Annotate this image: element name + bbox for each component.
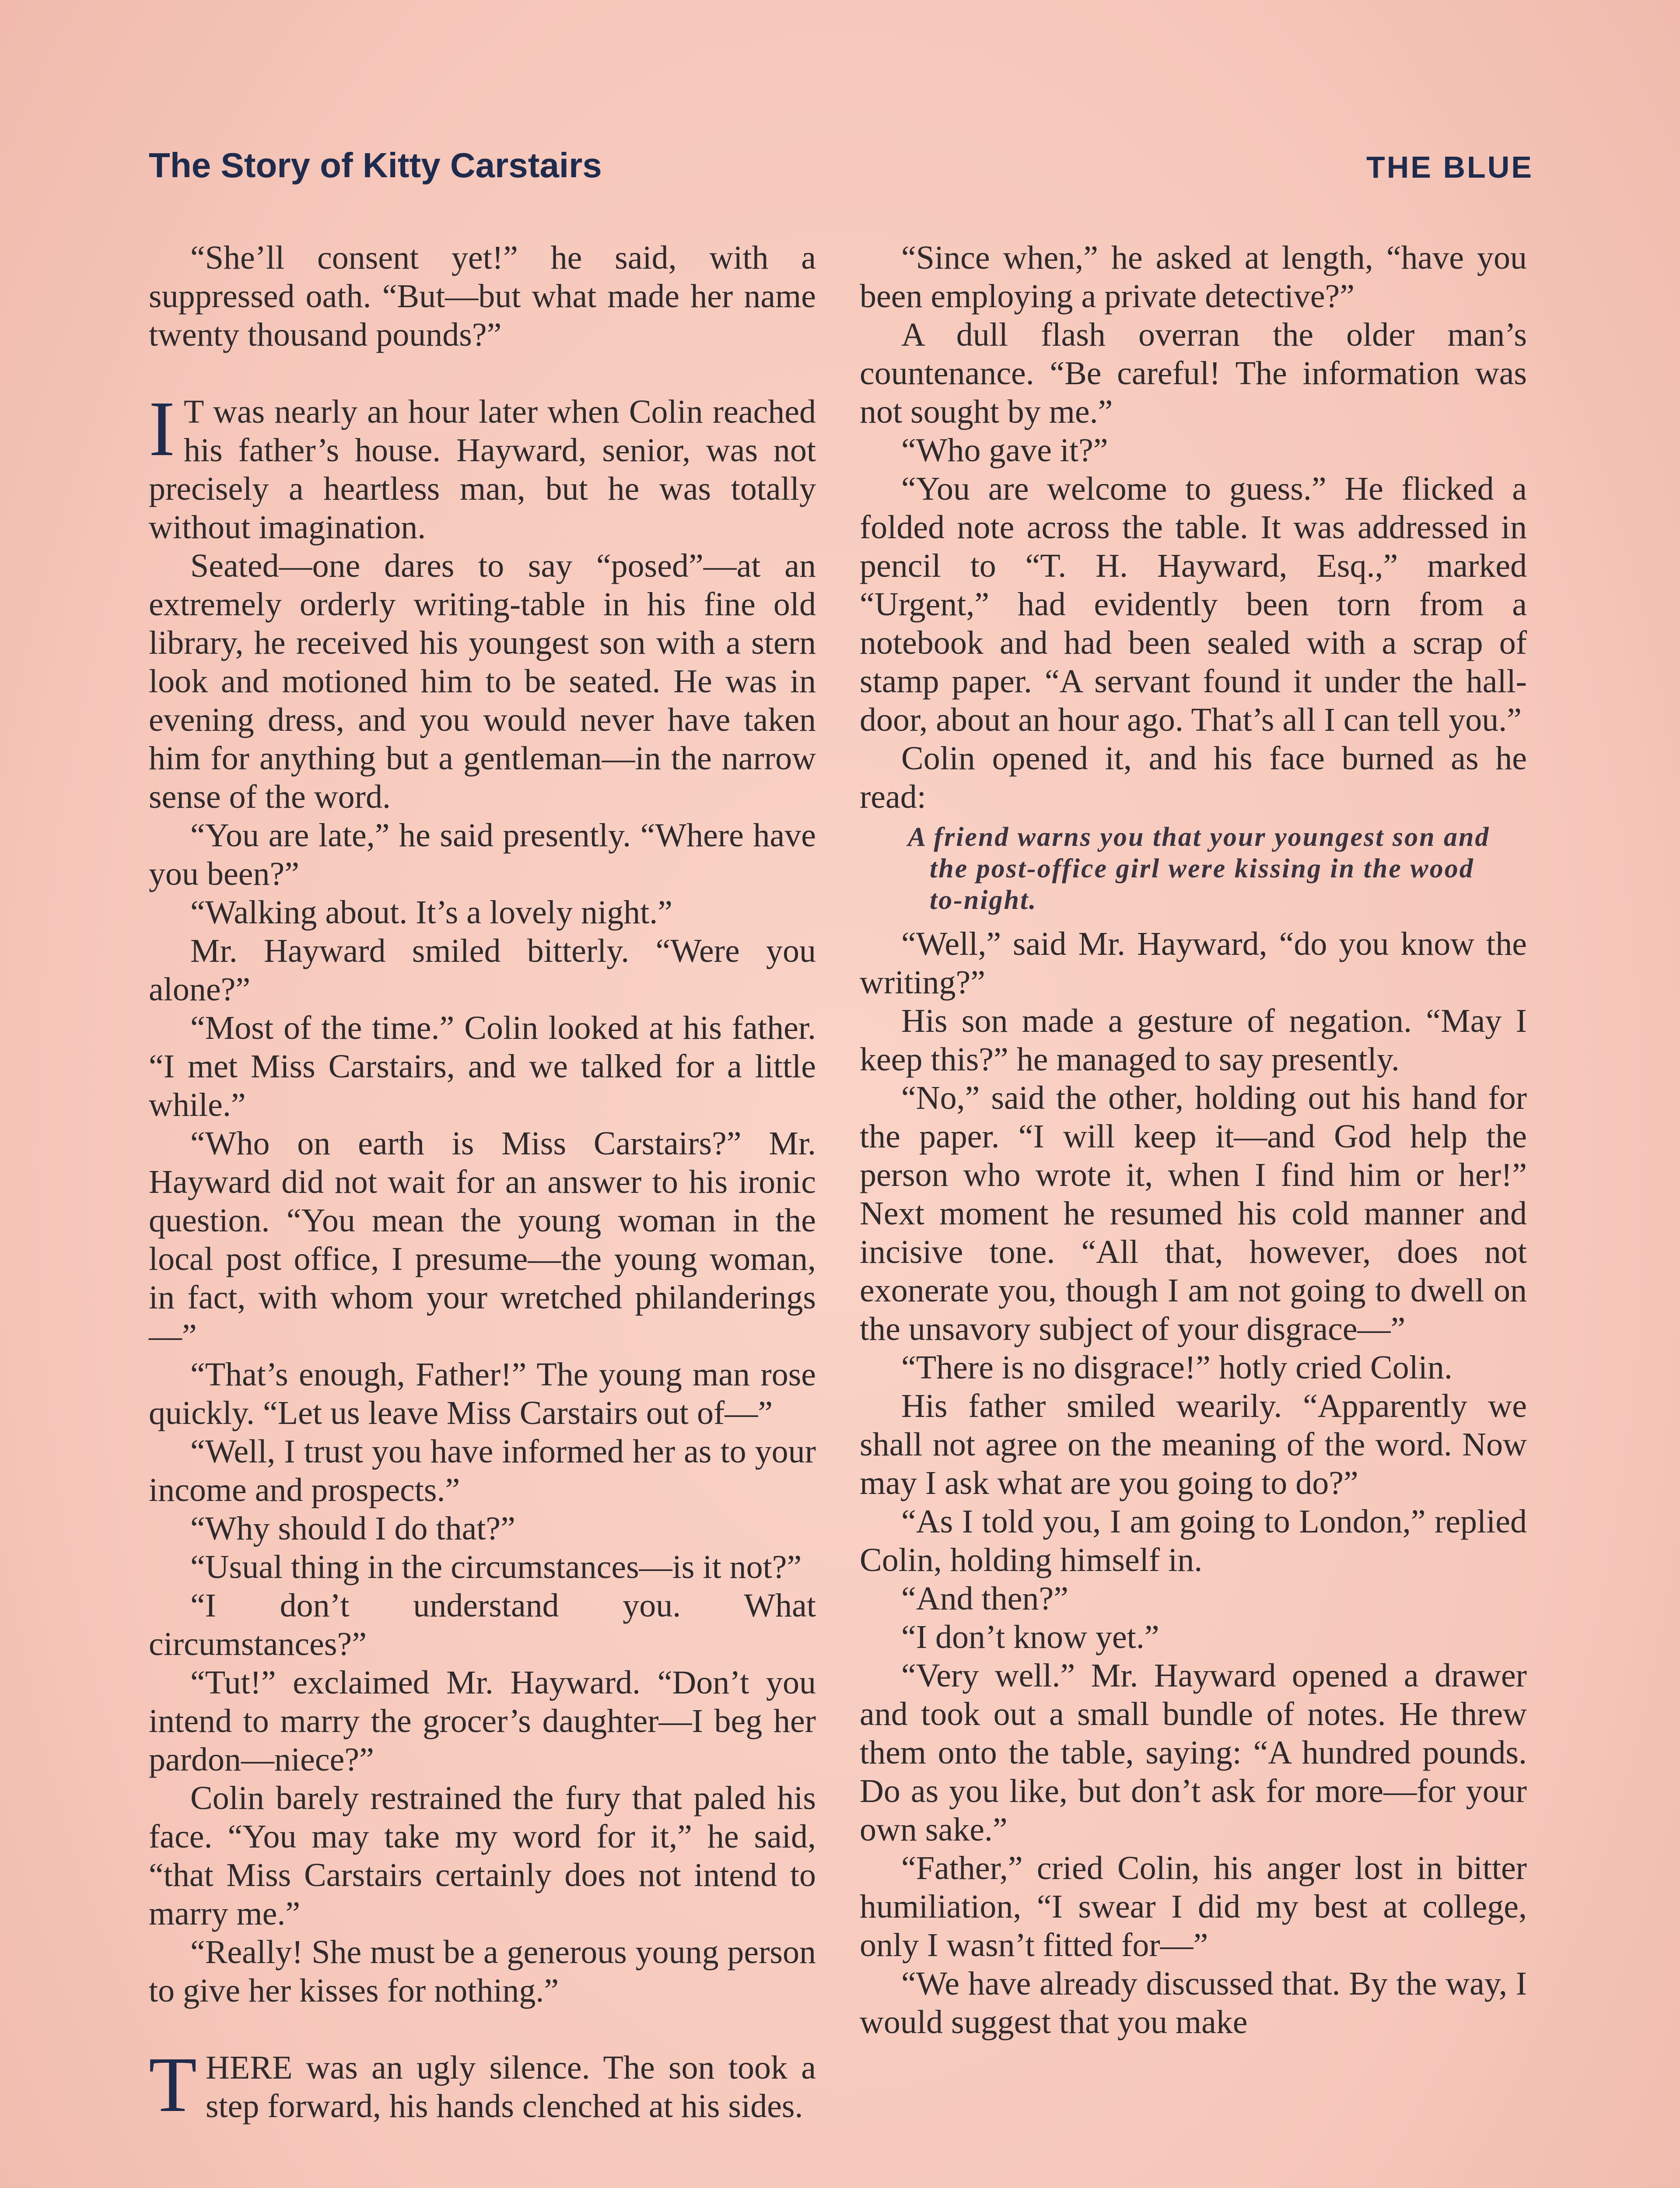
paragraph: “I don’t understand you. What circumstances?” bbox=[149, 1587, 816, 1662]
paragraph: “Who on earth is Miss Carstairs?” Mr. Hayward did not wait for an answer to his ironic question. “You mean the young woman in the local post office, I presume—the young woman, in fact, with whom your wretched philanderings—” bbox=[149, 1125, 816, 1354]
section-start bbox=[149, 385, 816, 547]
paragraph: “And then?” bbox=[901, 1580, 1068, 1617]
paragraph: His father smiled wearily. “Apparently we shall not agree on the meaning of the word. Now may I ask what are you going to do?” bbox=[860, 1388, 1527, 1501]
section-start bbox=[149, 2041, 816, 2128]
paragraph: His son made a gesture of negation. “May I keep this?” he managed to say presently. bbox=[860, 1003, 1527, 1078]
anonymous-note: A friend warns you that your youngest son and the post-office girl were kissing in the wood to-night. bbox=[908, 822, 1490, 915]
paragraph-text: T was nearly an hour later when Colin reached his father’s house. Hayward, senior, was not precisely a heartless man, but he was totally without imagination. bbox=[149, 393, 816, 546]
paragraph: “Father,” cried Colin, his anger lost in bitter humiliation, “I swear I did my best at college, only I wasn’t fitted for—” bbox=[860, 1850, 1527, 1964]
story-title: The Story of Kitty Carstairs bbox=[149, 146, 602, 185]
paragraph: “We have already discussed that. By the way, I would suggest that you make bbox=[860, 1965, 1527, 2041]
paragraph: “There is no disgrace!” hotly cried Colin. bbox=[901, 1349, 1452, 1386]
paragraph: “Well, I trust you have informed her as to your income and prospects.” bbox=[149, 1433, 816, 1508]
paragraph-text: HERE was an ugly silence. The son took a step forward, his hands clenched at his sides. bbox=[205, 2049, 816, 2125]
paragraph: “Walking about. It’s a lovely night.” bbox=[190, 894, 672, 931]
right-column bbox=[860, 238, 1527, 2188]
magazine-name: THE BLUE bbox=[1366, 150, 1533, 184]
paragraph: Mr. Hayward smiled bitterly. “Were you alone?” bbox=[149, 933, 816, 1008]
paragraph: “As I told you, I am going to London,” replied Colin, holding himself in. bbox=[860, 1503, 1527, 1578]
paragraph: “Who gave it?” bbox=[901, 432, 1108, 469]
running-header bbox=[149, 140, 1533, 188]
paragraph: “You are late,” he said presently. “Where have you been?” bbox=[149, 817, 816, 892]
left-column bbox=[149, 238, 816, 2188]
paragraph: “Since when,” he asked at length, “have you been employing a private detective?” bbox=[860, 239, 1527, 315]
paragraph: “Well,” said Mr. Hayward, “do you know the writing?” bbox=[860, 926, 1527, 1001]
paragraph: “No,” said the other, holding out his hand for the paper. “I will keep it—and God help the person who wrote it, when I find him or her!” Next moment he resumed his cold manner and incisive tone. “All that, however, does not exonerate you, though I am not going to dwell on the unsavory subject of your disgrace—” bbox=[860, 1080, 1527, 1347]
drop-cap: I bbox=[149, 385, 175, 472]
paragraph: “Tut!” exclaimed Mr. Hayward. “Don’t you intend to marry the grocer’s daughter—I beg her pardon—niece?” bbox=[149, 1664, 816, 1778]
drop-cap: T bbox=[149, 2041, 197, 2128]
paragraph: “She’ll consent yet!” he said, with a suppressed oath. “But—but what made her name twenty thousand pounds?” bbox=[149, 239, 816, 353]
paragraph: “Why should I do that?” bbox=[190, 1510, 515, 1547]
paragraph: “I don’t know yet.” bbox=[901, 1619, 1159, 1655]
paragraph: “Usual thing in the circumstances—is it not?” bbox=[190, 1549, 802, 1585]
paragraph: “Most of the time.” Colin looked at his father. “I met Miss Carstairs, and we talked for a little while.” bbox=[149, 1010, 816, 1123]
paragraph: Colin barely restrained the fury that paled his face. “You may take my word for it,” he said, “that Miss Carstairs certainly does not intend to marry me.” bbox=[149, 1780, 816, 1932]
paragraph: Seated—one dares to say “posed”—at an extremely orderly writing-table in his fine old library, he received his youngest son with a stern look and motioned him to be seated. He was in evening dress, and you would never have taken him for anything but a gentleman—in the narrow sense of the word. bbox=[149, 547, 816, 815]
paragraph: “Very well.” Mr. Hayward opened a drawer and took out a small bundle of notes. He threw them onto the table, saying: “A hundred pounds. Do as you like, but don’t ask for more—for your own sake.” bbox=[860, 1657, 1527, 1848]
paragraph: “Really! She must be a generous young person to give her kisses for nothing.” bbox=[149, 1934, 816, 2009]
paragraph: “That’s enough, Father!” The young man rose quickly. “Let us leave Miss Carstairs out of—” bbox=[149, 1356, 816, 1431]
paragraph: Colin opened it, and his face burned as he read: bbox=[860, 740, 1527, 815]
paragraph: “You are welcome to guess.” He flicked a folded note across the table. It was addressed in pencil to “T. H. Hayward, Esq.,” marked “Urgent,” had evidently been torn from a notebook and had been sealed with a scrap of stamp paper. “A servant found it under the hall-door, about an hour ago. That’s all I can tell you.” bbox=[860, 470, 1527, 738]
paragraph: A dull flash overran the older man’s countenance. “Be careful! The information was not sought by me.” bbox=[860, 316, 1527, 430]
